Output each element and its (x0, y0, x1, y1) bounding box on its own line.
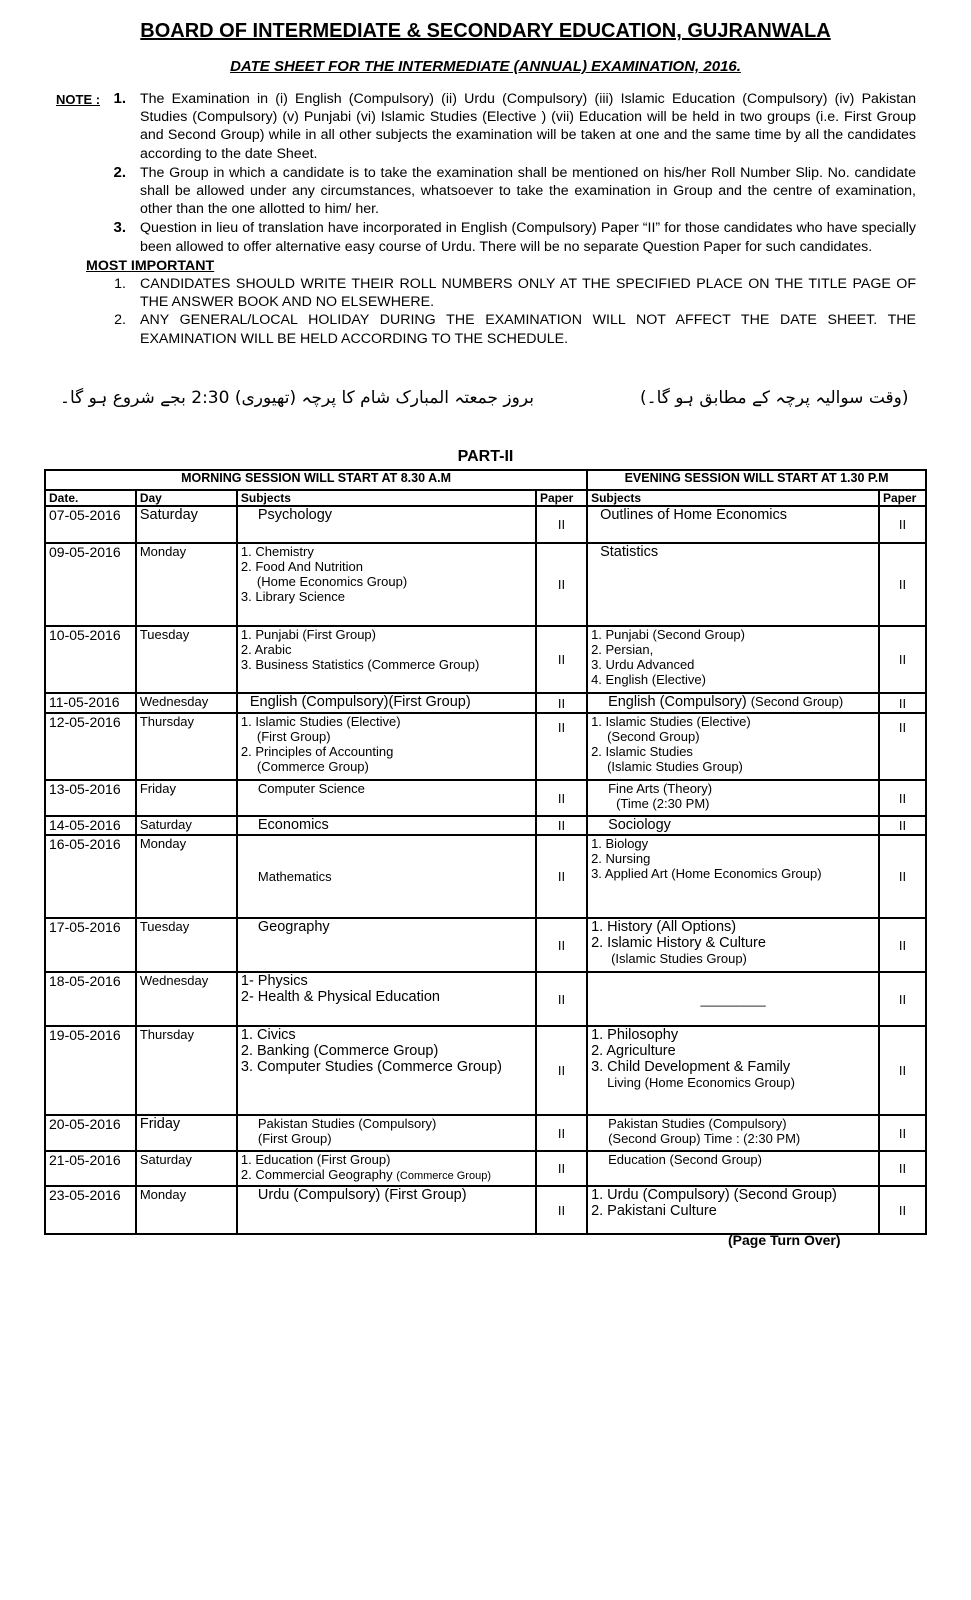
page-turn-over: (Page Turn Over) (728, 1232, 841, 1248)
col-paper: Paper (879, 490, 926, 506)
urdu-note-left: بروز جمعتہ المبارک شام کا پرچہ (تھیوری) 2:30 بجے شروع ہو گا۔ (60, 388, 534, 408)
col-day: Day (136, 490, 237, 506)
table-row: 16-05-2016 Monday Mathematics II 1. Biology 2. Nursing 3. Applied Art (Home Economics Group) II (45, 835, 926, 918)
datesheet-subtitle: DATE SHEET FOR THE INTERMEDIATE (ANNUAL) EXAMINATION, 2016. (230, 58, 741, 75)
table-row: 13-05-2016 Friday Computer Science II Fine Arts (Theory) (Time (2:30 PM) II (45, 780, 926, 816)
urdu-note-right: (وقت سوالیہ پرچہ کے مطابق ہو گا۔) (640, 388, 909, 408)
notes-section (56, 90, 916, 348)
note-item: 2. The Group in which a candidate is to take the examination shall be mentioned on his/her Roll Number Slip. No. candidate shall be allowed under any circumstances, whatsoever to take the examination in Group and the centre of examination, other than the one allotted to him/ her. (113, 163, 916, 218)
table-row: 07-05-2016 Saturday Psychology II Outlines of Home Economics II (45, 506, 926, 543)
note-item: 3. Question in lieu of translation have incorporated in English (Compulsory) Paper “II” for those candidates who have specially been allowed to offer alternative easy course of Urdu. There will be no separate Question Paper for such candidates. (113, 219, 916, 255)
col-subjects: Subjects (587, 490, 879, 506)
most-important-item: 1. CANDIDATES SHOULD WRITE THEIR ROLL NUMBERS ONLY AT THE SPECIFIED PLACE ON THE TITLE PAGE OF THE ANSWER BOOK AND NO ELSEWHERE. (114, 276, 916, 311)
table-row: 10-05-2016 Tuesday 1. Punjabi (First Group) 2. Arabic 3. Business Statistics (Commerce Group) II 1. Punjabi (Second Group) 2. Persian, 3. Urdu Advanced 4. English (Elective) II (45, 626, 926, 693)
table-row: 18-05-2016 Wednesday 1- Physics 2- Health & Physical Education II _________ II (45, 972, 926, 1026)
date-sheet-table (44, 469, 927, 1235)
evening-session-header: EVENING SESSION WILL START AT 1.30 P.M (587, 470, 926, 490)
most-important-heading: MOST IMPORTANT (86, 257, 215, 274)
table-row: 14-05-2016 Saturday Economics II Sociology II (45, 816, 926, 835)
note-label: NOTE : (56, 92, 101, 107)
table-row: 21-05-2016 Saturday 1. Education (First Group) 2. Commercial Geography (Commerce Group) II Education (Second Group) II (45, 1151, 926, 1186)
table-row: 11-05-2016 Wednesday English (Compulsory)(First Group) II English (Compulsory) (Second Group) II (45, 693, 926, 713)
table-row: 12-05-2016 Thursday 1. Islamic Studies (Elective) (First Group) 2. Principles of Accounting (Commerce Group) II 1. Islamic Studies (Elective) (Second Group) 2. Islamic Studies (Islamic Studies Group) II (45, 713, 926, 780)
morning-session-header: MORNING SESSION WILL START AT 8.30 A.M (45, 470, 587, 490)
table-row: 23-05-2016 Monday Urdu (Compulsory) (First Group) II 1. Urdu (Compulsory) (Second Group) 2. Pakistani Culture II (45, 1186, 926, 1234)
table-row: 20-05-2016 Friday Pakistan Studies (Compulsory) (First Group) II Pakistan Studies (Compulsory) (Second Group) Time : (2:30 PM) II (45, 1115, 926, 1151)
note-item: NOTE : 1. The Examination in (i) English (Compulsory) (ii) Urdu (Compulsory) (iii) Islamic Education (Compulsory) (iv) Pakistan Studies (Compulsory) (v) Punjabi (vi) Islamic Studies (Elective ) (vii) Education will be held in two groups (i.e. First Group and Second Group) while in all other subjects the examination will be taken at one and the same time by all the candidates according to the date Sheet. (56, 90, 916, 162)
table-row: 09-05-2016 Monday 1. Chemistry 2. Food And Nutrition (Home Economics Group) 3. Library Science II Statistics II (45, 543, 926, 626)
col-date: Date. (45, 490, 136, 506)
table-row: 19-05-2016 Thursday 1. Civics 2. Banking (Commerce Group) 3. Computer Studies (Commerce Group) II 1. Philosophy 2. Agriculture 3. Child Development & Family Living (Home Economics Group) II (45, 1026, 926, 1115)
board-title: BOARD OF INTERMEDIATE & SECONDARY EDUCATION, GUJRANWALA (140, 20, 831, 42)
table-row: 17-05-2016 Tuesday Geography II 1. History (All Options) 2. Islamic History & Culture (Islamic Studies Group) II (45, 918, 926, 972)
col-subjects: Subjects (237, 490, 536, 506)
part-heading: PART-II (457, 448, 514, 465)
col-paper: Paper (536, 490, 587, 506)
most-important-item: 2. ANY GENERAL/LOCAL HOLIDAY DURING THE EXAMINATION WILL NOT AFFECT THE DATE SHEET. THE EXAMINATION WILL BE HELD ACCORDING TO THE SCHEDULE. (114, 312, 916, 347)
